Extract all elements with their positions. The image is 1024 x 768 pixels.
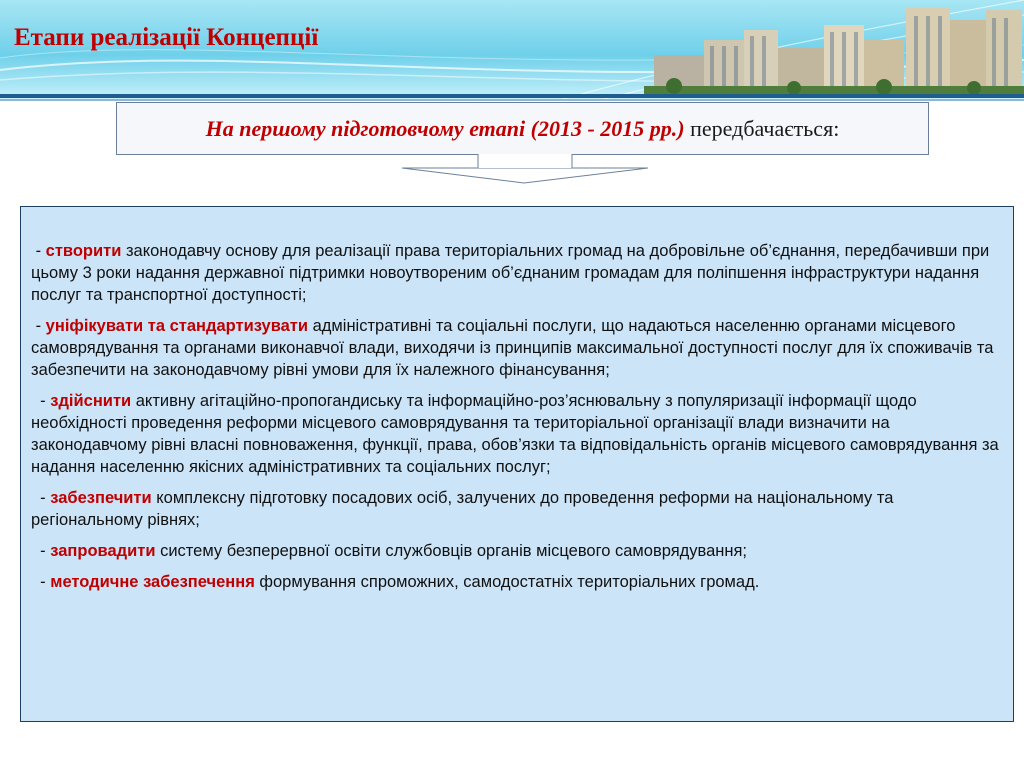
item-text: адміністративні та соціальні послуги, що надаються населенню органами місцевого самоврядування та органами виконавчої влади, виходячи із принципів максимальної доступності послуг для їх споживачів та забезпечити на законодавчому рівні умови для їх належного фінансування; (31, 317, 994, 379)
stage-period: На першому підготовчому етапі (2013 - 2015 рр.) (205, 116, 685, 141)
item-text: формування спроможних, самодостатніх територіальних громад. (254, 573, 760, 591)
item-keyword: методичне забезпечення (50, 573, 255, 591)
down-arrow-icon (400, 152, 650, 186)
page-title: Етапи реалізації Концепції (14, 24, 319, 51)
city-skyline-image (644, 0, 1024, 100)
item-text: активну агітаційно-пропогандиську та інформаційно-роз’яснювальну з популяризації інформації щодо необхідності проведення реформи місцевого самоврядування та територіальної організації влади визначити на законодавчому рівні власні повноваження, функції, права, обов’язки та відповідальність органів місцевого самоврядування за надання населенню якісних адміністративних та соціальних послуг; (31, 392, 999, 476)
item-keyword: створити (45, 242, 122, 260)
stage-predicate: передбачається: (684, 116, 840, 141)
header-divider-thin (0, 99, 1024, 101)
item-keyword: здійснити (50, 392, 132, 410)
header-divider (0, 94, 1024, 98)
list-item: - створити законодавчу основу для реалізації права територіальних громад на добровільне об’єднання, передбачивши при цьому 3 роки надання державної підтримки новоутвореним об’єднаним громадам для поліпшення інфраструктури надання послуг та транспортної доступності; (31, 242, 990, 304)
stage-heading-box (116, 102, 929, 155)
item-keyword: уніфікувати та стандартизувати (45, 317, 309, 335)
item-keyword: запровадити (50, 542, 156, 560)
item-text: законодавчу основу для реалізації права територіальних громад на добровільне об’єднання, передбачивши при цьому 3 роки надання державної підтримки новоутвореним об’єднаним громадам для поліпшення інфраструктури надання послуг та транспортної доступності; (31, 242, 990, 304)
item-keyword: забезпечити (50, 489, 152, 507)
list-item: - уніфікувати та стандартизувати адміністративні та соціальні послуги, що надаються населенню органами місцевого самоврядування та органами виконавчої влади, виходячи із принципів максимальної доступності послуг для їх споживачів та забезпечити на законодавчому рівні умови для їх належного фінансування; (31, 317, 994, 379)
tasks-panel (20, 206, 1014, 722)
item-text: комплексну підготовку посадових осіб, залучених до проведення реформи на національному та регіональному рівнях; (31, 489, 894, 529)
list-item: - запровадити систему безперервної освіти службовців органів місцевого самоврядування; (31, 542, 748, 560)
list-item: - здійснити активну агітаційно-пропогандиську та інформаційно-роз’яснювальну з популяризації інформації щодо необхідності проведення реформи місцевого самоврядування та територіальної організації влади визначити на законодавчому рівні власні повноваження, функції, права, обов’язки та відповідальність органів місцевого самоврядування за надання населенню якісних адміністративних та соціальних послуг; (31, 392, 999, 476)
item-text: систему безперервної освіти службовців органів місцевого самоврядування; (155, 542, 748, 560)
header-banner (0, 0, 1024, 100)
list-item: - забезпечити комплексну підготовку посадових осіб, залучених до проведення реформи на національному та регіональному рівнях; (31, 489, 894, 529)
list-item: - методичне забезпечення формування спроможних, самодостатніх територіальних громад. (31, 573, 760, 591)
